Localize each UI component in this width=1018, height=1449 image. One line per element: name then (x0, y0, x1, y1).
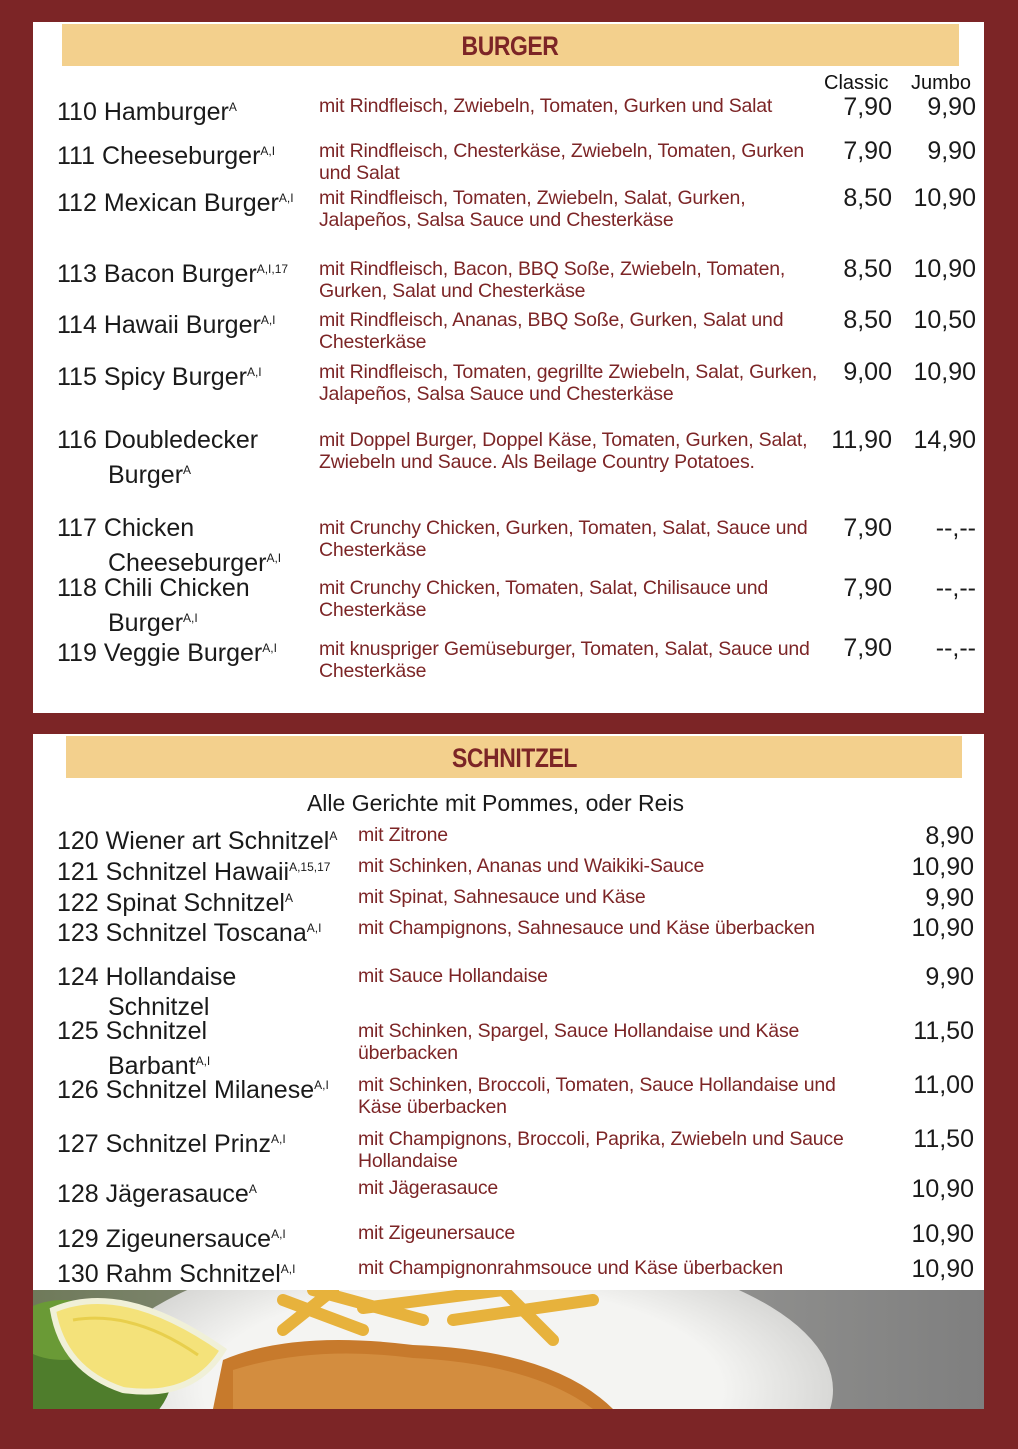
jumbo-price: 10,90 (913, 255, 976, 283)
item-description: mit Champignons, Sahnesauce und Käse überbacken (358, 917, 815, 939)
item-name (57, 1070, 329, 1105)
item-number: 122 (57, 889, 99, 917)
item-name (57, 821, 337, 856)
item-price: 10,90 (911, 1175, 974, 1203)
item-name (57, 254, 288, 289)
item-name (57, 1174, 257, 1209)
classic-price: 7,90 (843, 93, 892, 121)
item-price: 11,50 (913, 1125, 974, 1153)
allergen-codes: A,I (246, 365, 262, 379)
item-price: 8,90 (925, 822, 974, 850)
item-title: Doubledecker (103, 426, 259, 454)
item-number: 110 (57, 98, 97, 126)
item-number: 113 (57, 260, 97, 288)
item-description: mit Spinat, Sahnesauce und Käse (358, 886, 646, 908)
item-number: 128 (57, 1180, 99, 1208)
allergen-codes: A,I (262, 641, 277, 655)
item-name (57, 962, 236, 1022)
classic-price: 8,50 (843, 255, 892, 283)
allergen-codes: A,I (183, 611, 198, 625)
burger-title: BURGER (462, 31, 559, 61)
item-title: Schnitzel Hawaii (105, 858, 290, 886)
classic-price: 8,50 (843, 306, 892, 334)
item-description: mit Schinken, Broccoli, Tomaten, Sauce Hollandaise und Käse überbacken (358, 1074, 836, 1118)
item-name (57, 92, 237, 127)
item-description: mit Rindfleisch, Bacon, BBQ Soße, Zwiebeln, Tomaten, Gurken, Salat und Chesterkäse (319, 258, 786, 302)
item-description: mit Champignons, Broccoli, Paprika, Zwiebeln und Sauce Hollandaise (358, 1128, 844, 1172)
item-title: Hollandaise (105, 963, 237, 991)
item-number: 120 (57, 827, 99, 855)
allergen-codes: A,I (280, 1262, 296, 1276)
allergen-codes: A,15,17 (289, 860, 331, 874)
item-price: 9,90 (925, 884, 974, 912)
item-description: mit Zigeunersauce (358, 1222, 516, 1244)
item-description: mit Jägerasauce (358, 1177, 499, 1199)
item-number: 129 (57, 1225, 99, 1253)
item-name (57, 573, 250, 638)
jumbo-price: --,-- (935, 574, 976, 602)
item-name (57, 305, 276, 340)
item-title: Spinat Schnitzel (105, 889, 285, 917)
classic-price: 7,90 (843, 514, 892, 542)
item-price: 10,90 (911, 853, 974, 881)
item-name (57, 183, 294, 218)
item-price: 11,00 (913, 1071, 974, 1099)
item-title-continued: Barbant (108, 1052, 196, 1080)
jumbo-price: --,-- (935, 634, 976, 662)
schnitzel-subtitle: Alle Gerichte mit Pommes, oder Reis (306, 790, 685, 816)
classic-price: 7,90 (843, 137, 892, 165)
item-number: 123 (57, 919, 99, 947)
item-price: 9,90 (925, 963, 974, 991)
item-name (57, 136, 275, 171)
item-description: mit knuspriger Gemüseburger, Tomaten, Salat, Sauce und Chesterkäse (319, 638, 810, 682)
item-title: Veggie Burger (103, 639, 263, 667)
item-name (57, 513, 281, 578)
item-description: mit Schinken, Spargel, Sauce Hollandaise und Käse überbacken (358, 1020, 800, 1064)
item-description: mit Rindfleisch, Zwiebeln, Tomaten, Gurken und Salat (319, 95, 773, 117)
item-description: mit Sauce Hollandaise (358, 965, 548, 987)
allergen-codes: A (228, 100, 237, 114)
item-description: mit Zitrone (358, 824, 448, 846)
jumbo-price: 10,90 (913, 358, 976, 386)
item-description: mit Rindfleisch, Tomaten, gegrillte Zwiebeln, Salat, Gurken, Jalapeños, Salsa Sauce und Chesterkäse (319, 361, 818, 405)
jumbo-price: 9,90 (927, 137, 976, 165)
burger-heading-band (62, 24, 959, 66)
item-number: 115 (57, 363, 97, 391)
item-title: Spicy Burger (103, 363, 247, 391)
allergen-codes: A,I (260, 144, 276, 158)
item-number: 116 (57, 426, 97, 454)
item-description: mit Rindfleisch, Tomaten, Zwiebeln, Salat, Gurken, Jalapeños, Salsa Sauce und Chesterkäse (319, 187, 746, 231)
allergen-codes: A,I,17 (256, 262, 289, 276)
item-title: Schnitzel Milanese (105, 1076, 315, 1104)
item-title-continued: Schnitzel (108, 993, 210, 1021)
item-title: Mexican Burger (103, 189, 279, 217)
item-description: mit Crunchy Chicken, Tomaten, Salat, Chilisauce und Chesterkäse (319, 577, 768, 621)
item-title: Bacon Burger (103, 260, 257, 288)
jumbo-price: 14,90 (913, 426, 976, 454)
item-number: 112 (57, 189, 97, 217)
jumbo-price: --,-- (935, 514, 976, 542)
item-number: 111 (57, 142, 96, 170)
item-name (57, 913, 321, 948)
item-number: 117 (57, 514, 97, 542)
item-title: Hamburger (103, 98, 229, 126)
item-price: 10,90 (911, 1220, 974, 1248)
classic-price: 7,90 (843, 574, 892, 602)
item-description: mit Doppel Burger, Doppel Käse, Tomaten, Gurken, Salat, Zwiebeln und Sauce. Als Beilage Country Potatoes. (319, 429, 808, 473)
item-number: 125 (57, 1017, 99, 1045)
item-title: Wiener art Schnitzel (105, 827, 330, 855)
item-title: Rahm Schnitzel (105, 1260, 281, 1288)
item-name (57, 633, 277, 668)
item-title: Chili Chicken (103, 574, 250, 602)
item-title: Schnitzel Prinz (105, 1130, 272, 1158)
item-description: mit Rindfleisch, Ananas, BBQ Soße, Gurken, Salat und Chesterkäse (319, 309, 784, 353)
allergen-codes: A,I (314, 1078, 329, 1092)
allergen-codes: A,I (195, 1054, 211, 1068)
schnitzel-heading-band (66, 736, 962, 778)
allergen-codes: A (248, 1182, 257, 1196)
item-number: 118 (57, 574, 97, 602)
burger-section (33, 22, 984, 713)
item-number: 119 (57, 639, 97, 667)
classic-price: 7,90 (843, 634, 892, 662)
allergen-codes: A (183, 463, 192, 477)
item-title: Zigeunersauce (105, 1225, 272, 1253)
allergen-codes: A,I (271, 1227, 286, 1241)
allergen-codes: A,I (278, 191, 294, 205)
item-title-continued: Burger (108, 609, 184, 637)
item-price: 10,90 (911, 1255, 974, 1283)
item-name (57, 852, 330, 887)
schnitzel-title: SCHNITZEL (451, 743, 577, 773)
item-title: Schnitzel Toscana (105, 919, 307, 947)
classic-price: 11,90 (831, 426, 892, 454)
item-name (57, 357, 262, 392)
item-number: 130 (57, 1260, 99, 1288)
jumbo-price: 10,50 (913, 306, 976, 334)
item-title-continued: Burger (108, 461, 184, 489)
allergen-codes: A,I (271, 1132, 286, 1146)
item-title: Chicken (103, 514, 195, 542)
item-number: 114 (57, 311, 97, 339)
item-name (57, 1254, 295, 1289)
item-title-continued: Cheeseburger (108, 549, 267, 577)
classic-price: 9,00 (843, 358, 892, 386)
classic-column-header: Classic (824, 72, 889, 94)
item-description: mit Rindfleisch, Chesterkäse, Zwiebeln, Tomaten, Gurken und Salat (319, 140, 805, 184)
item-price: 11,50 (913, 1017, 974, 1045)
item-name (57, 1219, 286, 1254)
allergen-codes: A,I (260, 313, 276, 327)
jumbo-price: 10,90 (913, 184, 976, 212)
item-number: 126 (57, 1076, 99, 1104)
item-description: mit Schinken, Ananas und Waikiki-Sauce (358, 855, 705, 877)
item-name (57, 425, 258, 490)
item-number: 124 (57, 963, 99, 991)
item-description: mit Champignonrahmsouce und Käse überbacken (358, 1257, 783, 1279)
allergen-codes: A,I (306, 921, 322, 935)
item-number: 127 (57, 1130, 99, 1158)
item-title: Hawaii Burger (103, 311, 261, 339)
item-description: mit Crunchy Chicken, Gurken, Tomaten, Salat, Sauce und Chesterkäse (319, 517, 808, 561)
item-number: 121 (57, 858, 99, 886)
item-price: 10,90 (911, 914, 974, 942)
item-name (57, 1124, 286, 1159)
allergen-codes: A (329, 829, 338, 843)
jumbo-column-header: Jumbo (911, 72, 972, 94)
allergen-codes: A (284, 891, 293, 905)
item-title: Cheeseburger (101, 142, 261, 170)
schnitzel-photo (33, 1290, 984, 1409)
jumbo-price: 9,90 (927, 93, 976, 121)
item-title: Jägerasauce (105, 1180, 249, 1208)
allergen-codes: A,I (266, 551, 282, 565)
schnitzel-section (33, 734, 984, 1290)
classic-price: 8,50 (843, 184, 892, 212)
item-title: Schnitzel (105, 1017, 208, 1045)
